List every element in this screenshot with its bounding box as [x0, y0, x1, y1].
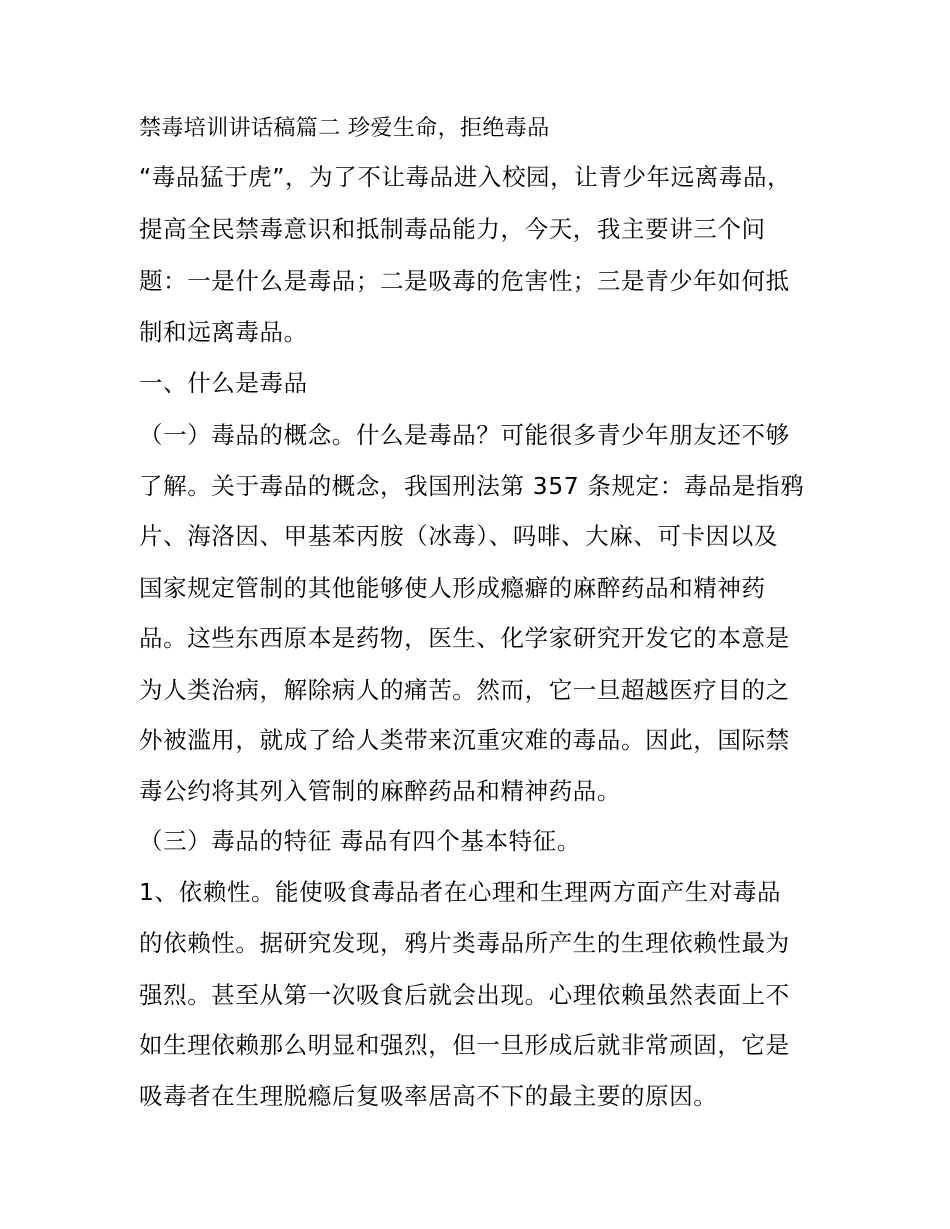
- text-line-10: 品。这些东西原本是药物，医生、化学家研究开发它的本意是: [139, 624, 790, 652]
- text-line-13: 毒公约将其列入管制的麻醉药品和精神药品。: [139, 777, 621, 805]
- text-line-1: “毒品猛于虎”，为了不让毒品进入校园，让青少年远离毒品，: [139, 163, 792, 191]
- text-line-7: 了解。关于毒品的概念，我国刑法第 357 条规定：毒品是指鸦: [139, 472, 805, 500]
- text-line-17: 强烈。甚至从第一次吸食后就会出现。心理依赖虽然表面上不: [139, 981, 790, 1009]
- section-heading-1: 一、什么是毒品: [139, 369, 308, 397]
- text-line-11: 为人类治病，解除病人的痛苦。然而，它一旦超越医疗目的之: [139, 676, 790, 704]
- text-line-6: （一）毒品的概念。什么是毒品？可能很多青少年朋友还不够: [139, 421, 790, 449]
- text-line-3: 题：一是什么是毒品；二是吸毒的危害性；三是青少年如何抵: [139, 267, 790, 295]
- subsection-heading-features: （三）毒品的特征 毒品有四个基本特征。: [139, 827, 581, 855]
- text-line-8: 片、海洛因、甲基苯丙胺（冰毒）、吗啡、大麻、可卡因以及: [139, 522, 778, 550]
- text-line-4: 制和远离毒品。: [139, 318, 308, 346]
- document-title: 禁毒培训讲话稿篇二 珍爱生命，拒绝毒品: [139, 116, 550, 141]
- text-line-16: 的依赖性。据研究发现，鸦片类毒品所产生的生理依赖性最为: [139, 929, 790, 957]
- text-line-18: 如生理依赖那么明显和强烈，但一旦形成后就非常顽固，它是: [139, 1031, 790, 1059]
- text-line-2: 提高全民禁毒意识和抵制毒品能力，今天，我主要讲三个问: [139, 215, 766, 243]
- text-line-19: 吸毒者在生理脱瘾后复吸率居高不下的最主要的原因。: [139, 1082, 718, 1110]
- text-line-9: 国家规定管制的其他能够使人形成瘾癖的麻醉药品和精神药: [139, 574, 766, 602]
- text-line-15: 1、依赖性。能使吸食毒品者在心理和生理两方面产生对毒品: [139, 878, 782, 906]
- text-line-12: 外被滥用，就成了给人类带来沉重灾难的毒品。因此，国际禁: [139, 726, 790, 754]
